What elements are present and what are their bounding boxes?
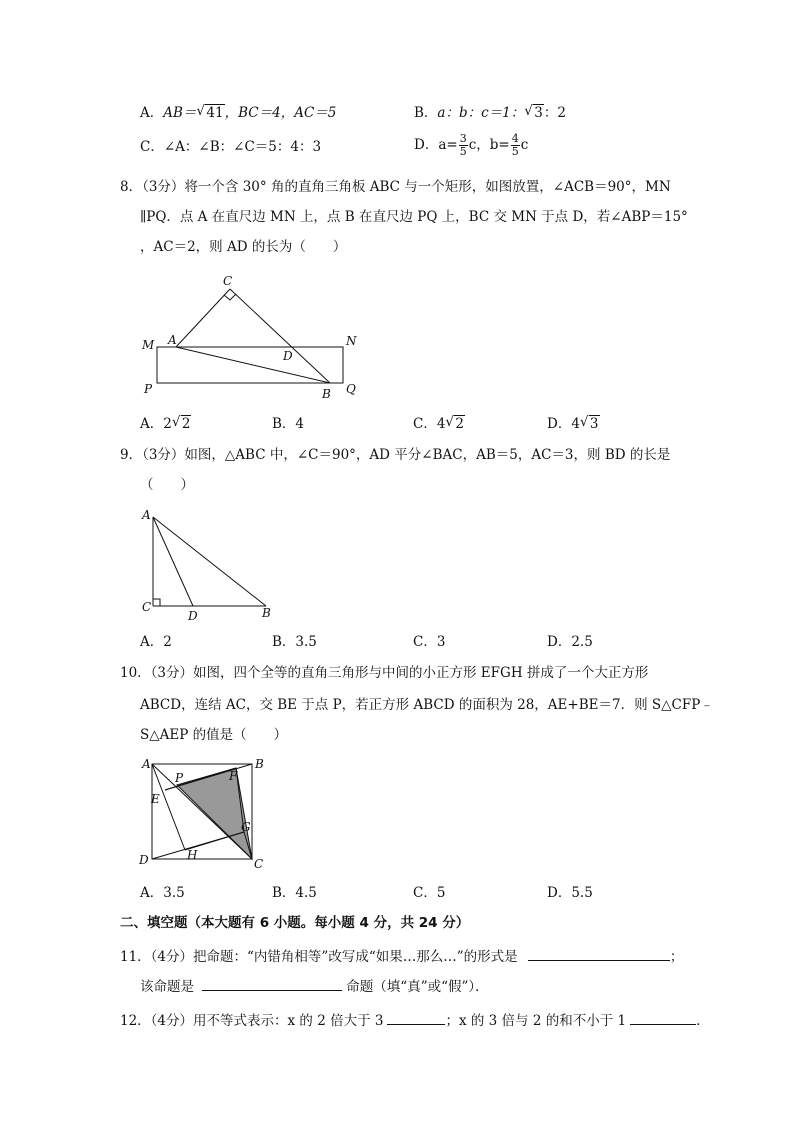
q8-label-a: A bbox=[168, 333, 177, 347]
q9-stem-line1: 9．（3分）如图，△ABC 中，∠C＝90°，AD 平分∠BAC，AB＝5，AC＝3，则 BD 的长是 bbox=[120, 447, 671, 463]
q7-option-b: B．a：b：c＝1： √ 3：2 bbox=[414, 103, 566, 121]
q10-label-e: E bbox=[151, 792, 160, 806]
q8-label-n: N bbox=[346, 334, 357, 348]
q10-label-g: G bbox=[241, 820, 251, 834]
q12-line: 12．（4分）用不等式表示：x 的 2 倍大于 3 ；x 的 3 倍与 2 的和不小于 1 ． bbox=[120, 1010, 710, 1030]
q11-blank-2[interactable] bbox=[202, 976, 342, 991]
q8-label-d: D bbox=[283, 349, 293, 363]
q10-shaded-triangle bbox=[177, 768, 252, 859]
q9-option-c: C．3 bbox=[413, 634, 446, 650]
q10-option-d: D．5.5 bbox=[547, 885, 593, 901]
q12-blank-2[interactable] bbox=[630, 1010, 696, 1025]
q11-line1: 11．（4分）把命题：“内错角相等”改写成“如果…那么…”的形式是 ； bbox=[120, 946, 683, 966]
q9-option-b: B．3.5 bbox=[272, 634, 317, 650]
q8-option-b: B．4 bbox=[272, 416, 305, 432]
q9-label-c: C bbox=[142, 600, 152, 614]
q10-label-b: B bbox=[255, 757, 264, 771]
q8-label-p: P bbox=[144, 382, 153, 396]
q9-label-a: A bbox=[142, 508, 151, 522]
q10-label-f: F bbox=[229, 769, 238, 783]
q9-label-d: D bbox=[188, 609, 198, 623]
section-2-heading: 二、填空题（本大题有 6 小题。每小题 4 分，共 24 分） bbox=[120, 915, 470, 931]
q10-label-a: A bbox=[142, 757, 151, 771]
q9-option-a: A．2 bbox=[140, 634, 172, 650]
q11-line2: 该命题是 命题（填“真”或“假”）． bbox=[140, 976, 489, 996]
q10-label-c: C bbox=[254, 857, 264, 871]
q8-option-c: C．4 √ 2 bbox=[413, 414, 465, 432]
q8-label-m: M bbox=[142, 338, 155, 352]
q8-label-q: Q bbox=[346, 382, 356, 396]
q10-stem-line1: 10．（3分）如图，四个全等的直角三角形与中间的小正方形 EFGH 拼成了一个大正方形 bbox=[120, 665, 649, 681]
q8-stem-line1: 8．（3分）将一个含 30° 角的直角三角板 ABC 与一个矩形，如图放置，∠ACB＝90°，MN bbox=[120, 179, 671, 195]
q10-label-p: P bbox=[175, 771, 184, 785]
q10-stem-line3: S△AEP 的值是（ ） bbox=[140, 727, 288, 743]
q8-stem-line3: ，AC＝2，则 AD 的长为（ ） bbox=[140, 239, 347, 255]
q7-option-a: A．AB＝ √ 41，BC＝4，AC＝5 bbox=[140, 103, 337, 121]
q8-label-b: B bbox=[322, 387, 331, 401]
q9-stem-line2: （ ） bbox=[140, 477, 194, 493]
q8-option-a: A．2 √ 2 bbox=[140, 414, 191, 432]
q7-option-c: C．∠A：∠B：∠C＝5：4：3 bbox=[140, 139, 322, 155]
q10-label-d: D bbox=[139, 853, 149, 867]
q9-option-d: D．2.5 bbox=[547, 634, 593, 650]
q11-blank-1[interactable] bbox=[528, 946, 670, 961]
q9-label-b: B bbox=[262, 606, 271, 620]
q8-label-c: C bbox=[223, 274, 233, 288]
q10-stem-line2: ABCD，连结 AC，交 BE 于点 P，若正方形 ABCD 的面积为 28，AE+BE＝7．则 S△CFP﹣ bbox=[140, 697, 714, 713]
q12-blank-1[interactable] bbox=[387, 1010, 445, 1025]
q8-option-d: D．4 √ 3 bbox=[547, 414, 599, 432]
q8-stem-line2: ∥PQ．点 A 在直尺边 MN 上，点 B 在直尺边 PQ 上，BC 交 MN 于点 D，若∠ABP＝15° bbox=[140, 209, 688, 225]
q10-option-b: B．4.5 bbox=[272, 885, 317, 901]
q10-option-c: C．5 bbox=[413, 885, 446, 901]
q7-option-d: D．a= $\frac{3}{5}$ c，b= $\frac{4}{5}$ c bbox=[414, 132, 529, 158]
q10-label-h: H bbox=[187, 848, 198, 862]
q10-option-a: A．3.5 bbox=[140, 885, 185, 901]
